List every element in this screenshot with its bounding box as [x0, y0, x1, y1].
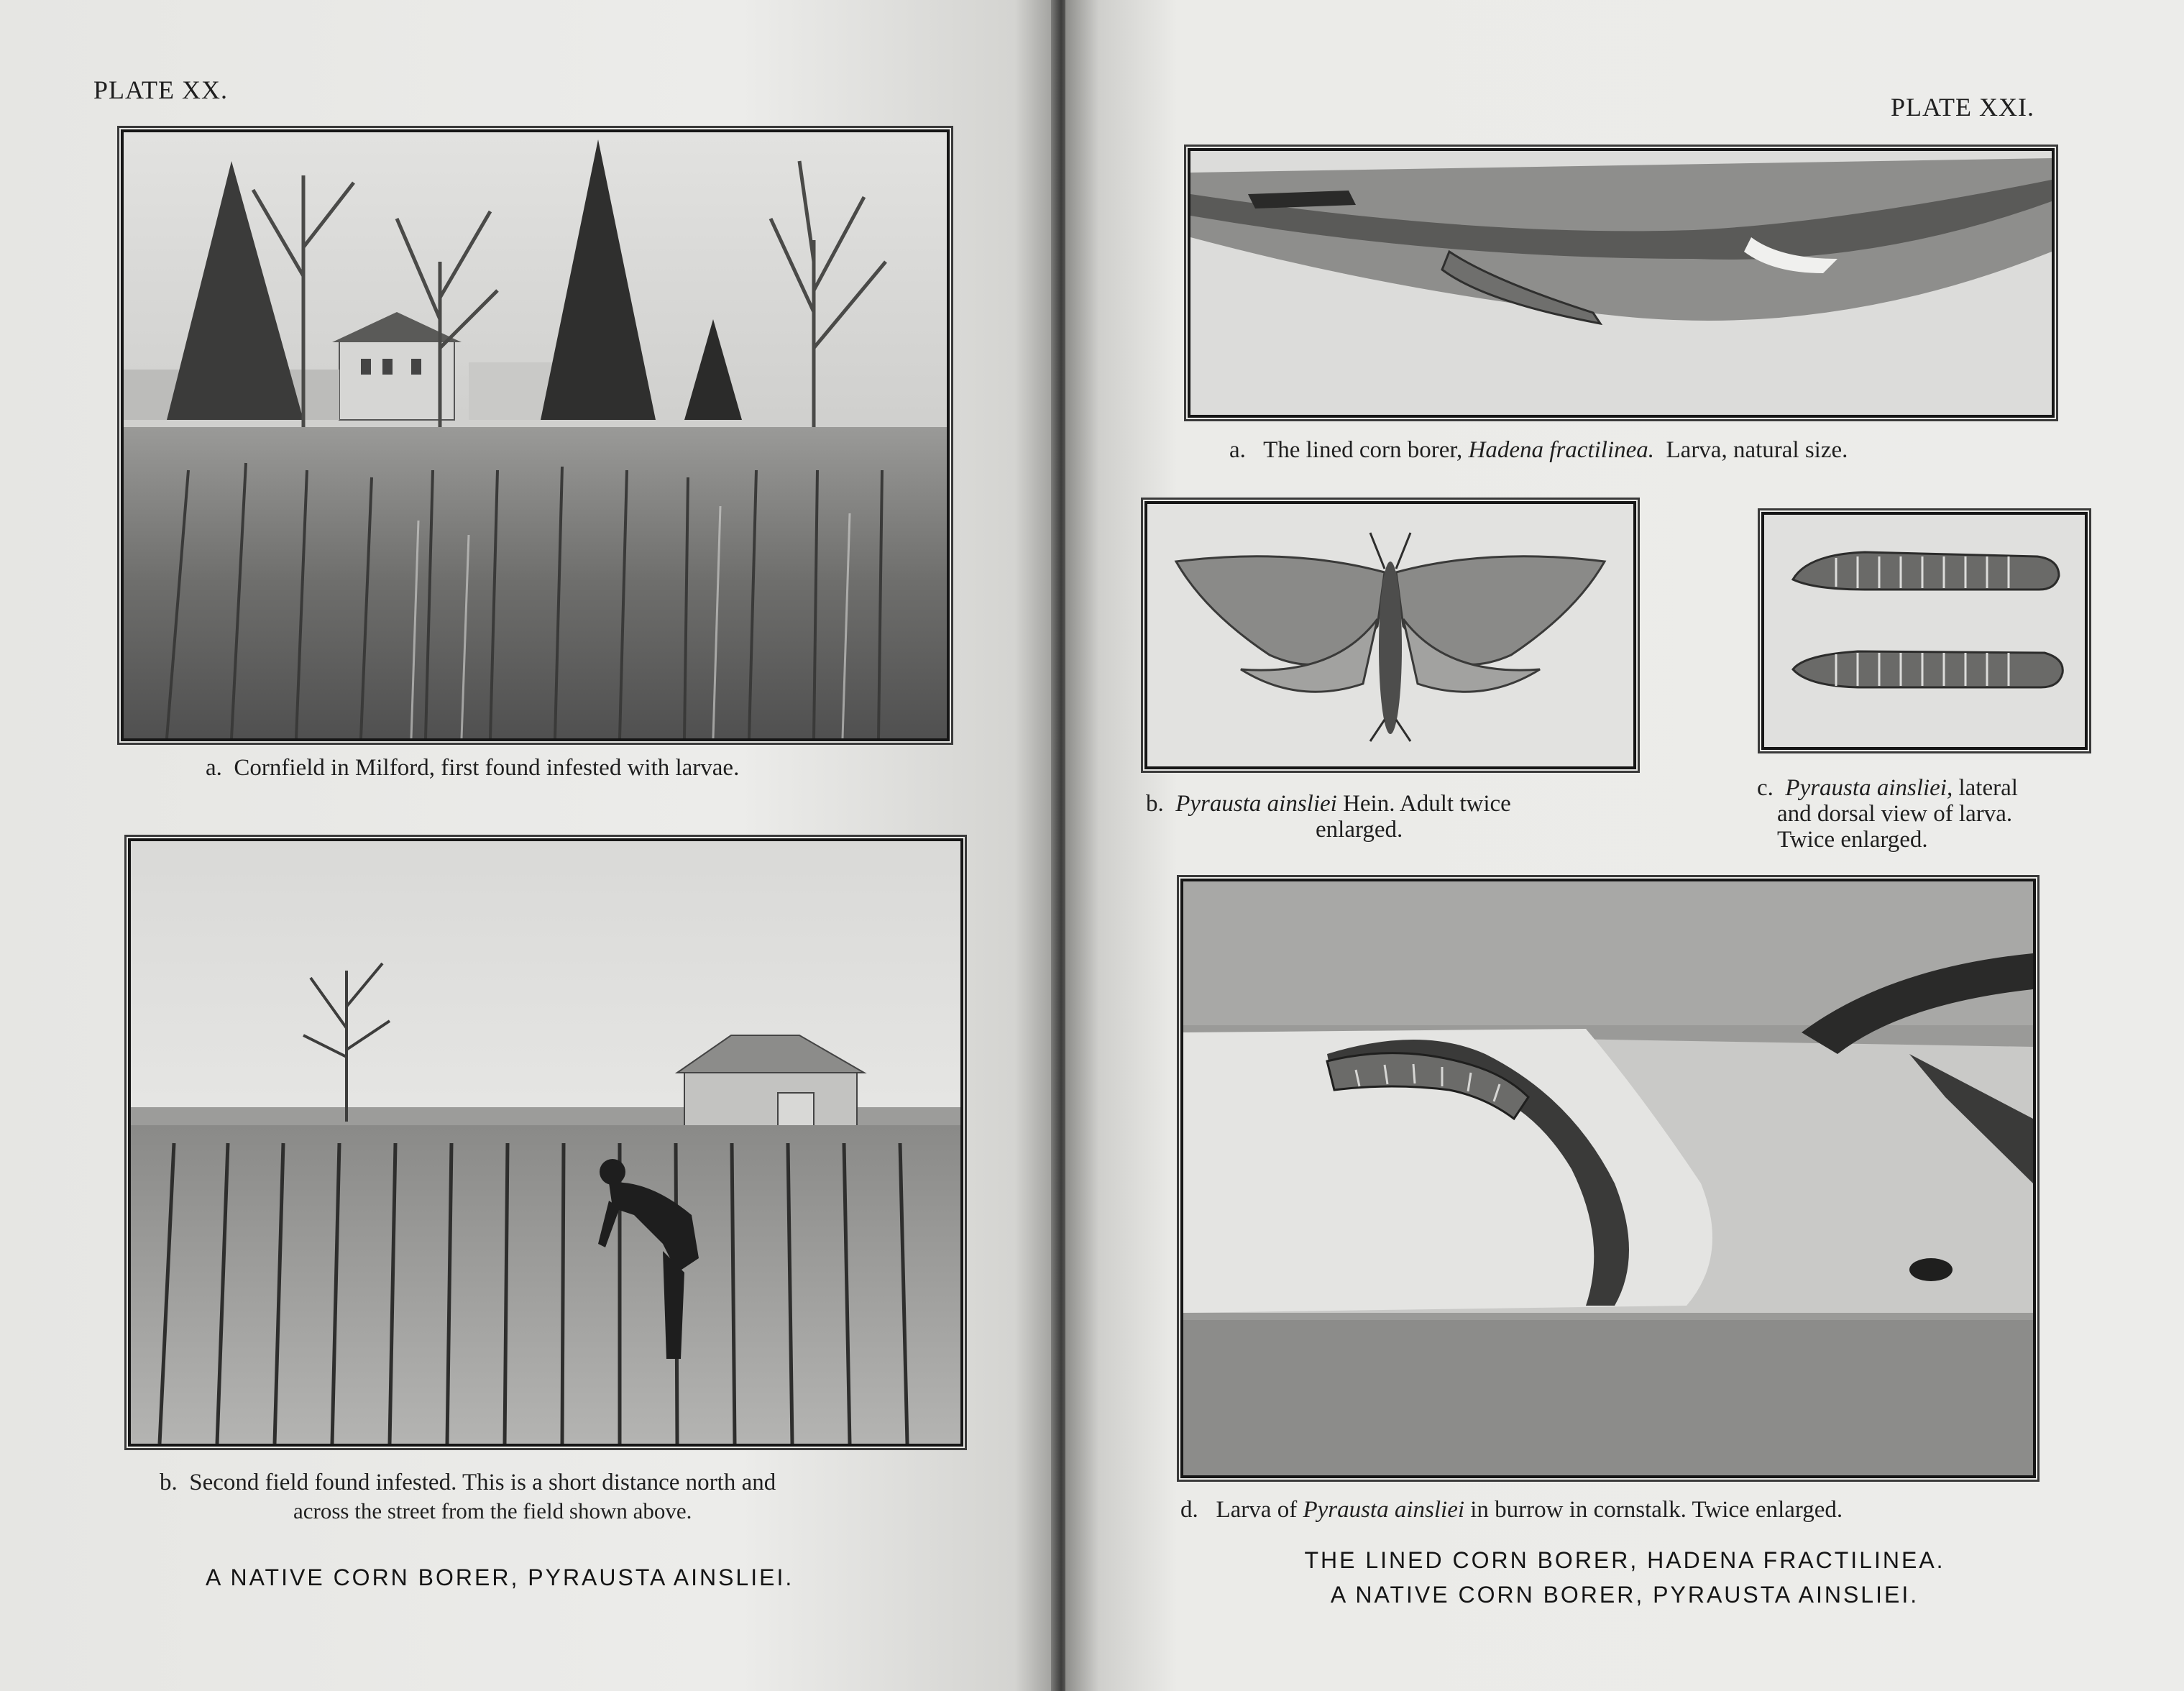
caption-plate-xx-a	[206, 755, 739, 781]
photo-lined-corn-borer	[1188, 148, 2055, 418]
caption-plate-xxi-c-line2: and dorsal view of larva.	[1777, 801, 2013, 827]
caption-plate-xxi-b-line2: enlarged.	[1316, 817, 1403, 843]
caption-text-line1: Second field found infested. This is a short distance north and	[189, 1470, 776, 1495]
plate-xxi-title-line1: THE LINED CORN BORER, HADENA FRACTILINEA.	[1304, 1547, 1945, 1573]
photo-second-field	[128, 838, 963, 1447]
photo-cornfield-milford	[121, 129, 950, 741]
caption-text-after: Larva, natural size.	[1666, 437, 1848, 463]
caption-plate-xx-b	[160, 1470, 776, 1495]
caption-plate-xxi-d	[1180, 1497, 1843, 1523]
photo-larva-lateral-dorsal	[1761, 512, 2088, 750]
plate-label-left: PLATE XX.	[93, 75, 228, 104]
photo-adult-moth	[1144, 501, 1636, 769]
caption-text-before: Larva of	[1216, 1497, 1298, 1523]
caption-species-italic: Hadena fractilinea.	[1468, 437, 1655, 463]
photo-larva-in-burrow	[1180, 879, 2036, 1478]
caption-species-italic: Pyrausta ainsliei,	[1785, 775, 1953, 801]
plate-label-right: PLATE XXI.	[1891, 93, 2034, 122]
caption-species-italic: Pyrausta ainsliei	[1175, 791, 1337, 817]
caption-plate-xxi-a	[1229, 437, 1848, 463]
caption-text: Cornfield in Milford, first found infested with larvae.	[234, 755, 740, 781]
caption-plate-xxi-c-line3: Twice enlarged.	[1777, 827, 1928, 853]
left-page	[0, 0, 1057, 1691]
caption-letter: a.	[1229, 437, 1246, 463]
plate-xx-title: A NATIVE CORN BORER, PYRAUSTA AINSLIEI.	[206, 1564, 794, 1590]
caption-plate-xxi-b	[1146, 791, 1511, 817]
caption-letter: b.	[160, 1470, 178, 1495]
caption-plate-xx-b-line2: across the street from the field shown above.	[293, 1498, 692, 1523]
caption-text-line1: Hein. Adult twice	[1343, 791, 1511, 817]
caption-letter: a.	[206, 755, 222, 781]
right-page	[1065, 0, 2184, 1691]
caption-plate-xxi-c	[1757, 775, 2018, 801]
caption-text-after: in burrow in cornstalk. Twice enlarged.	[1470, 1497, 1843, 1523]
caption-text-before: The lined corn borer,	[1263, 437, 1463, 463]
caption-letter: d.	[1180, 1497, 1198, 1523]
caption-letter: c.	[1757, 775, 1774, 801]
caption-species-italic: Pyrausta ainsliei	[1303, 1497, 1465, 1523]
caption-text-line1: lateral	[1958, 775, 2018, 801]
caption-letter: b.	[1146, 791, 1164, 817]
plate-xxi-title-line2: A NATIVE CORN BORER, PYRAUSTA AINSLIEI.	[1330, 1582, 1919, 1608]
